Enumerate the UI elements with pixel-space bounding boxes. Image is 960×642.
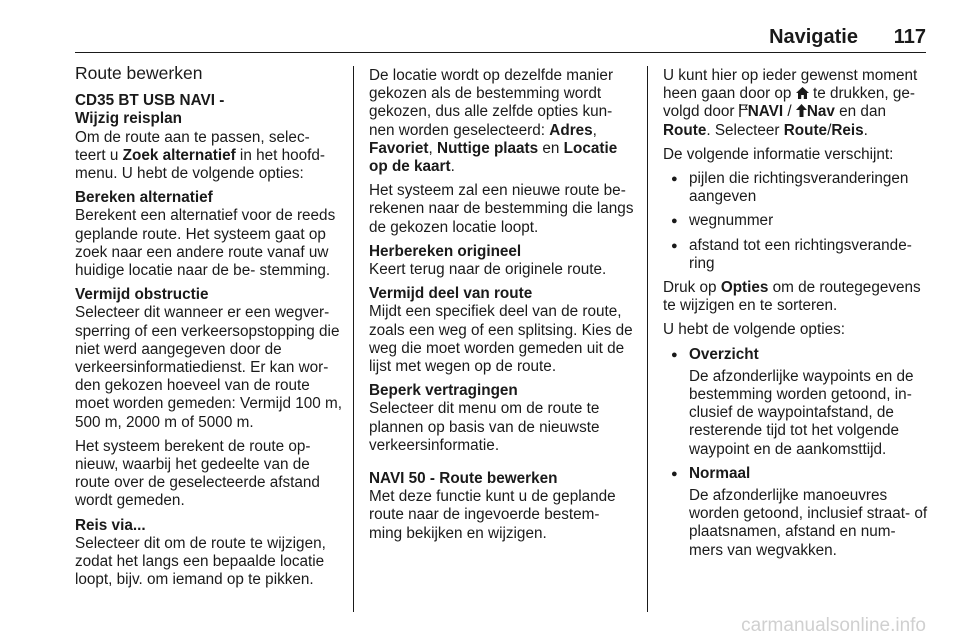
option-text: Selecteer dit om de route te wijzigen, zodat het langs een bepaalde locatie loopt, bijv. om iemand op te pikken. — [75, 534, 326, 589]
option-text: De afzonderlijke manoeuvres worden getoond, inclusief straat- of plaatsnamen, afstand en num- mers van wegvakken. — [689, 487, 928, 559]
option-title: Vermijd deel van route — [369, 285, 533, 303]
paragraph: Het systeem zal een nieuwe route be- rekenen naar de bestemming die langs de gekozen locatie loopt. — [369, 182, 634, 236]
option-item — [663, 346, 929, 459]
option-text: Berekent een alternatief voor de reeds geplande route. Het systeem gaat op zoek naar een andere route vanaf uw huidige locatie naar de be- stemming. — [75, 207, 336, 280]
intro-paragraph: Om de route aan te passen, selec- teert u Zoek alternatief in het hoofd- menu. U hebt de volgende opties: — [75, 128, 325, 183]
arrow-up-icon — [796, 103, 807, 120]
paragraph: U hebt de volgende opties: — [663, 321, 845, 339]
subsection-title: NAVI 50 - Route bewerken — [369, 470, 558, 488]
option-text: Keert terug naar de originele route. — [369, 261, 607, 279]
page-header — [75, 24, 926, 53]
option-title: Reis via... — [75, 516, 146, 534]
list-item: ● afstand tot een richtingsverande- ring — [663, 237, 929, 273]
option-text: Selecteer dit wanneer er een wegver- sperring of een verkeersopstopping die niet werd aangegeven door de verkeersinformatiedienst. Er kan wor- den gekozen hoeveel van de route moet worden gemeden: Vermijd 100 m, 500 m, 2000 m of 5000 m. — [75, 304, 342, 431]
home-icon — [796, 85, 809, 102]
section-title: Route bewerken — [75, 63, 203, 83]
page-title: Navigatie — [769, 26, 858, 48]
option-text: Het systeem berekent de route op- nieuw, waarbij het gedeelte van de route over de geselecteerde afstand wordt gemeden. — [75, 437, 320, 510]
list-item: ● wegnummer — [663, 212, 929, 230]
option-text: Selecteer dit menu om de route te plannen op basis van de nieuwste verkeersinformatie. — [369, 400, 600, 454]
option-item — [369, 382, 636, 455]
subsection-title-line2: Wijzig reisplan — [75, 110, 182, 128]
option-item — [663, 465, 929, 560]
option-title: ● Overzicht — [689, 345, 759, 363]
option-item — [75, 517, 343, 590]
option-title: Beperk vertragingen — [369, 382, 518, 400]
option-item — [75, 286, 343, 510]
watermark: carmanualsonline.info — [741, 615, 926, 636]
column-3 — [663, 67, 929, 566]
paragraph: Met deze functie kunt u de geplande route naar de ingevoerde bestem- ming bekijken en wijzigen. — [369, 488, 616, 542]
paragraph: De volgende informatie verschijnt: — [663, 145, 894, 163]
list-item: ● pijlen die richtingsveranderingen aangeven — [663, 170, 929, 206]
column-divider — [353, 66, 354, 612]
option-text: De afzonderlijke waypoints en de bestemming worden getoond, in- clusief de waypointafstand, de resterende tijd tot het volgende waypoint en de aankomsttijd. — [689, 367, 914, 458]
paragraph: U kunt hier op ieder gewenst moment heen gaan door op te drukken, ge- volgd door NAVI / Nav en dan Route. Selecteer Route/Reis. — [663, 67, 918, 139]
page-number: 117 — [893, 26, 926, 48]
option-item — [75, 189, 343, 280]
option-title: Vermijd obstructie — [75, 286, 209, 304]
column-2 — [369, 67, 636, 549]
option-text: Mijdt een specifiek deel van de route, zoals een weg of een splitsing. Kies de weg die moet worden gemeden uit de lijst met wegen op de route. — [369, 303, 633, 376]
info-list — [663, 170, 929, 273]
column-1 — [75, 64, 343, 595]
column-divider — [647, 66, 648, 612]
option-item — [369, 285, 636, 376]
option-title: Bereken alternatief — [75, 189, 213, 207]
option-title: Herbereken origineel — [369, 242, 522, 260]
option-item — [369, 243, 636, 279]
flag-icon — [739, 103, 748, 120]
subsection-title-line1: CD35 BT USB NAVI - — [75, 92, 225, 110]
paragraph: De locatie wordt op dezelfde manier gekozen als de bestemming wordt gekozen, dus alle zelfde opties kun- nen worden geselecteerd: Adres, Favoriet, Nuttige plaats en Locatie op de kaart. — [369, 67, 618, 176]
paragraph: Druk op Opties om de routegegevens te wijzigen en te sorteren. — [663, 279, 921, 315]
option-title: ● Normaal — [689, 464, 751, 482]
menu-term: Zoek alternatief — [122, 146, 236, 164]
